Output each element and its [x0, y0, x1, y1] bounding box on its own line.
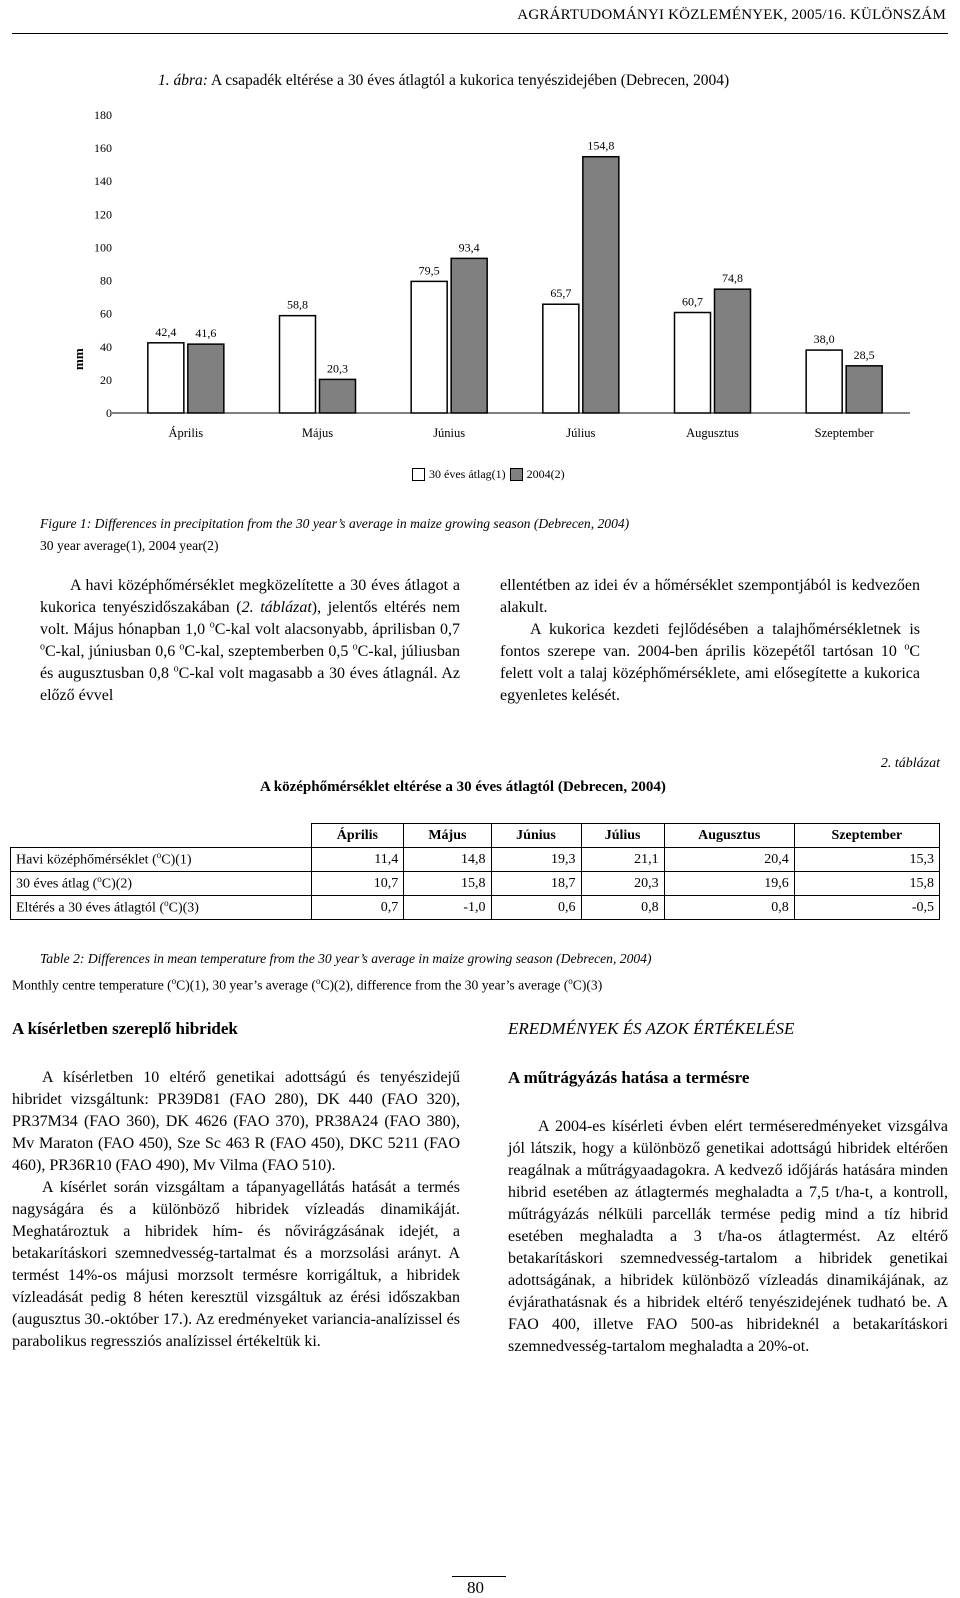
- bar-average: [411, 281, 447, 413]
- table-cell: 10,7: [311, 872, 404, 896]
- figure-caption-en-2: 30 year average(1), 2004 year(2): [40, 538, 219, 553]
- legend-label-2004: 2004(2): [526, 467, 565, 481]
- subheading-fertilization: A műtrágyázás hatása a termésre: [508, 1068, 750, 1087]
- x-category-label: Április: [168, 426, 204, 440]
- data-label: 28,5: [853, 347, 875, 362]
- bar-average: [675, 313, 711, 413]
- precipitation-bar-chart: [0, 95, 960, 455]
- bar-average: [280, 316, 316, 413]
- table-cell: 15,8: [404, 872, 491, 896]
- figure-title-text: A csapadék eltérése a 30 éves átlagtól a kukorica tenyészidejében (Debrecen, 2004): [210, 72, 730, 89]
- chart-x-categories: [168, 426, 874, 440]
- legend-swatch-average: [412, 468, 425, 481]
- data-label: 93,4: [458, 240, 480, 255]
- legend-swatch-2004: [510, 468, 523, 481]
- table-col-header: Július: [581, 824, 664, 848]
- table-cell: 0,8: [664, 896, 794, 920]
- paragraph: A kukorica kezdeti fejlődésében a talajhőmérsékletnek is fontos szerepe van. 2004-ben április közepétől tartósan 10 $^o$C felett volt a talaj középhőmérséklete, ami elősegítette a kukorica egyenletes kelését.: [500, 621, 920, 704]
- data-label: 58,8: [287, 297, 308, 312]
- bar-2004: [583, 157, 619, 413]
- table-cell: 20,4: [664, 848, 794, 872]
- chart-ylabel: mm: [71, 348, 86, 370]
- y-tick-label: 100: [94, 240, 112, 255]
- table-cell: 21,1: [581, 848, 664, 872]
- bar-2004: [320, 379, 356, 413]
- temperature-table: [10, 823, 940, 920]
- table-col-header: Szeptember: [794, 824, 939, 848]
- bar-average: [148, 343, 184, 413]
- figure-caption-en: Figure 1: Differences in precipitation from the 30 year’s average in maize growing season (Debrecen, 2004): [40, 516, 630, 531]
- x-category-label: Július: [566, 426, 596, 440]
- table-row: [11, 872, 940, 896]
- data-label: 65,7: [550, 286, 572, 301]
- body-text-right-2: [508, 1116, 948, 1358]
- footer-rule: [452, 1576, 506, 1577]
- paragraph: ellentétben az idei év a hőmérséklet szempontjából is kedvezően alakult.: [500, 577, 920, 616]
- table-col-header: Június: [491, 824, 581, 848]
- body-text-left-1: [40, 575, 460, 707]
- x-category-label: Szeptember: [814, 426, 874, 440]
- table-row-label: Havi középhőmérséklet ($^o$C)(1): [11, 848, 312, 872]
- data-label: 74,8: [722, 271, 743, 286]
- table-cell: -0,5: [794, 896, 939, 920]
- table-cell: 11,4: [311, 848, 404, 872]
- legend-label-average: 30 éves átlag(1): [429, 467, 506, 481]
- table-col-header: Augusztus: [664, 824, 794, 848]
- table-cell: 19,3: [491, 848, 581, 872]
- bar-average: [806, 350, 842, 413]
- y-tick-label: 160: [94, 141, 112, 156]
- table-cell: 19,6: [664, 872, 794, 896]
- data-label: 60,7: [682, 294, 703, 309]
- body-text-left-2: [12, 1067, 460, 1353]
- table-cell: 15,3: [794, 848, 939, 872]
- section-heading-results: EREDMÉNYEK ÉS AZOK ÉRTÉKELÉSE: [508, 1019, 795, 1038]
- y-tick-label: 60: [100, 306, 112, 321]
- table-cell: 0,7: [311, 896, 404, 920]
- table-row: [11, 896, 940, 920]
- bar-2004: [451, 258, 487, 413]
- table-caption-en-2: Monthly centre temperature ($^o$C)(1), 30 year’s average ($^o$C)(2), difference from the 30 year’s average ($^o$C)(3): [12, 976, 603, 993]
- x-category-label: Június: [433, 426, 466, 440]
- table-row-label: Eltérés a 30 éves átlagtól ($^o$C)(3): [11, 896, 312, 920]
- y-tick-label: 180: [94, 108, 112, 122]
- table-number: 2. táblázat: [880, 756, 940, 771]
- paragraph: A kísérlet során vizsgáltam a tápanyagellátás hatását a termés nagyságára és a különböző hibridek vízleadás dinamikáját. Meghatároztuk a hibridek hím- és nővirágzásának idejét, a betakarításkori szemnedvesség-tartalmat és a morzsolási arányt. A termést 14%-os májusi morzsolt termésre korrigáltuk, a hibridek vízleadását pedig 8 héten keresztül vizsgáltuk az érési időszakban (augusztus 30.-október 17.). Az eredményeket variancia-analízissel és parabolikus regressziós analízissel értékeltük ki.: [12, 1179, 460, 1350]
- bar-2004: [846, 366, 882, 413]
- bar-2004: [715, 289, 751, 413]
- paragraph: A havi középhőmérséklet megközelítette a 30 éves átlagot a kukorica tenyészidőszakában (2. táblázat), jelentős eltérés nem volt. Május hónapban 1,0 $^o$C-kal volt alacsonyabb, áprilisban 0,7 $^o$C-kal, júniusban 0,6 $^o$C-kal, szeptemberben 0,5 $^o$C-kal, júliusban és augusztusban 0,8 $^o$C-kal volt magasabb a 30 éves átlagnál. Az előző évvel: [40, 577, 461, 704]
- chart-legend: [412, 467, 565, 482]
- data-label: 79,5: [418, 263, 440, 278]
- table-cell: 0,6: [491, 896, 581, 920]
- paragraph: A 2004-es kísérleti évben elért terméseredményeket vizsgálva jól látszik, hogy a különböző genetikai adottságú hibridek eltérően reagálnak a műtrágyaadagokra. A kedvező időjárás hatására minden hibrid esetében az átlagtermés meghaladta a 7,5 t/ha-t, a kontroll, műtrágyázás nélküli parcellák termése pedig mind a tíz hibrid esetében meghaladta a 3 t/ha-os átlagtermést. Az eltérő betakarításkori szemnedvesség-tartalom a hibridek genetikai adottságának, a hibridek különböző vízleadás dinamikájának, az évjárathatásnak és a hibridek eltérő tenyészidejének tudható be. A FAO 400, illetve FAO 500-as hibrideknél a betakarításkori szemnedvesség-tartalom meghaladta a 20%-ot.: [508, 1118, 948, 1355]
- table-cell: 20,3: [581, 872, 664, 896]
- header-rule: [12, 33, 948, 34]
- chart-bars: [148, 157, 882, 413]
- figure-title: [158, 72, 729, 90]
- page-number: 80: [467, 1578, 484, 1597]
- y-tick-label: 20: [100, 372, 112, 387]
- table-header-row: [11, 824, 940, 848]
- table-cell: 15,8: [794, 872, 939, 896]
- bar-2004: [188, 344, 224, 413]
- table-title: A középhőmérséklet eltérése a 30 éves átlagtól (Debrecen, 2004): [260, 779, 666, 795]
- table-cell: 0,8: [581, 896, 664, 920]
- y-tick-label: 0: [106, 406, 112, 420]
- figure-title-prefix: 1. ábra:: [158, 72, 208, 89]
- table-row: [11, 848, 940, 872]
- bar-average: [543, 304, 579, 413]
- data-label: 20,3: [327, 361, 348, 376]
- x-category-label: Május: [301, 426, 334, 440]
- chart-data-labels: [155, 139, 874, 376]
- table-cell: -1,0: [404, 896, 491, 920]
- section-heading-hybrids: A kísérletben szereplő hibridek: [12, 1019, 238, 1038]
- data-label: 38,0: [813, 332, 835, 347]
- table-col-header: Április: [311, 824, 404, 848]
- data-label: 41,6: [195, 326, 217, 341]
- table-cell: 14,8: [404, 848, 491, 872]
- table-cell: 18,7: [491, 872, 581, 896]
- journal-header: AGRÁRTUDOMÁNYI KÖZLEMÉNYEK, 2005/16. KÜLÖNSZÁM: [517, 7, 946, 23]
- table-col-header: Május: [404, 824, 491, 848]
- y-tick-label: 140: [94, 174, 112, 189]
- data-label: 154,8: [587, 138, 615, 153]
- data-label: 42,4: [155, 324, 177, 339]
- x-category-label: Augusztus: [686, 426, 739, 440]
- y-tick-label: 80: [100, 273, 112, 288]
- y-tick-label: 120: [94, 207, 112, 222]
- table-caption-en: Table 2: Differences in mean temperature from the 30 year’s average in maize growing season (Debrecen, 2004): [40, 951, 652, 966]
- table-row-label: 30 éves átlag ($^o$C)(2): [11, 872, 312, 896]
- paragraph: A kísérletben 10 eltérő genetikai adottságú és tenyészidejű hibridet vizsgáltunk: PR39D81 (FAO 280), DK 440 (FAO 320), PR37M34 (FAO 360), DK 4626 (FAO 370), PR38A24 (FAO 380), Mv Maraton (FAO 450), Sze Sc 463 R (FAO 450), DKC 5211 (FAO 460), PR36R10 (FAO 490), Mv Vilma (FAO 510).: [12, 1069, 460, 1174]
- chart-yticks: [94, 108, 112, 420]
- y-tick-label: 40: [100, 339, 112, 354]
- body-text-right-1: [500, 575, 920, 707]
